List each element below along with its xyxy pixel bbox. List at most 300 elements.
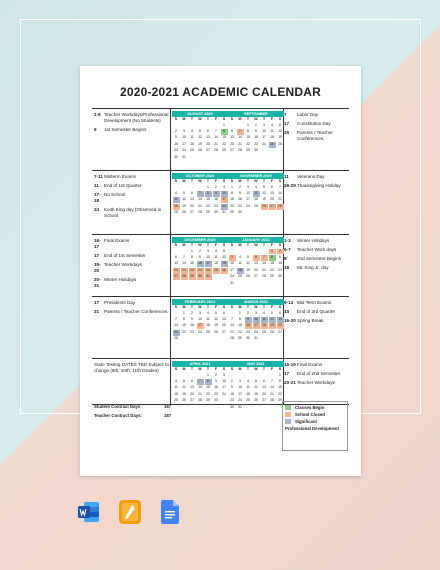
day-cell[interactable]: 10 bbox=[206, 254, 210, 259]
day-cell[interactable]: 9 bbox=[213, 191, 220, 197]
day-cell[interactable]: 23 bbox=[214, 203, 218, 208]
day-cell[interactable]: 13 bbox=[230, 135, 234, 140]
day-cell[interactable]: 17 bbox=[230, 267, 234, 272]
day-cell[interactable]: 19 bbox=[182, 391, 186, 396]
day-cell[interactable]: 2 bbox=[255, 122, 257, 127]
day-cell[interactable]: 6 bbox=[231, 128, 233, 133]
day-cell[interactable]: 12 bbox=[246, 261, 250, 266]
day-cell[interactable]: 14 bbox=[214, 135, 218, 140]
day-cell[interactable]: 20 bbox=[278, 323, 282, 328]
day-cell[interactable]: 28 bbox=[278, 203, 282, 208]
day-cell[interactable]: 12 bbox=[214, 316, 218, 321]
day-cell[interactable]: 13 bbox=[278, 316, 282, 321]
day-cell[interactable]: 14 bbox=[198, 197, 202, 202]
day-cell[interactable]: 20 bbox=[254, 267, 258, 272]
day-cell[interactable]: 11 bbox=[262, 316, 266, 321]
day-cell[interactable]: 12 bbox=[278, 128, 282, 133]
day-cell[interactable]: 6 bbox=[207, 128, 209, 133]
day-cell[interactable]: 30 bbox=[278, 274, 282, 279]
day-cell[interactable]: 29 bbox=[278, 398, 282, 403]
day-cell[interactable]: 26 bbox=[270, 329, 274, 334]
day-cell[interactable]: 18 bbox=[246, 391, 250, 396]
day-cell[interactable]: 20 bbox=[206, 141, 210, 146]
day-cell[interactable]: 23 bbox=[174, 148, 178, 153]
day-cell[interactable]: 9 bbox=[245, 317, 252, 323]
day-cell[interactable]: 28 bbox=[198, 398, 202, 403]
day-cell[interactable]: 17 bbox=[198, 323, 202, 328]
day-cell[interactable]: 9 bbox=[255, 128, 257, 133]
day-cell[interactable]: 3 bbox=[239, 378, 241, 383]
day-cell[interactable]: 24 bbox=[254, 329, 258, 334]
day-cell[interactable]: 20 bbox=[270, 197, 274, 202]
day-cell[interactable]: 14 bbox=[198, 385, 202, 390]
day-cell[interactable]: 4 bbox=[271, 122, 273, 127]
day-cell[interactable]: 1 bbox=[231, 184, 233, 189]
day-cell[interactable]: 20 bbox=[262, 391, 266, 396]
day-cell[interactable]: 23 bbox=[190, 329, 194, 334]
day-cell[interactable]: 8 bbox=[239, 316, 241, 321]
day-cell[interactable]: 25 bbox=[206, 329, 210, 334]
day-cell[interactable]: 22 bbox=[238, 329, 242, 334]
day-cell[interactable]: 2 bbox=[231, 378, 233, 383]
day-cell[interactable]: 8 bbox=[183, 316, 185, 321]
day-cell[interactable]: 5 bbox=[199, 128, 201, 133]
day-cell[interactable]: 12 bbox=[262, 190, 266, 195]
day-cell[interactable]: 4 bbox=[239, 254, 241, 259]
day-cell[interactable]: 9 bbox=[279, 254, 281, 259]
day-cell[interactable]: 19 bbox=[278, 135, 282, 140]
day-cell[interactable]: 23 bbox=[214, 391, 218, 396]
day-cell[interactable]: 1 bbox=[207, 184, 209, 189]
day-cell[interactable]: 19 bbox=[222, 261, 226, 266]
day-cell[interactable]: 22 bbox=[230, 203, 234, 208]
day-cell[interactable]: 13 bbox=[206, 135, 210, 140]
day-cell[interactable]: 26 bbox=[182, 398, 186, 403]
day-cell[interactable]: 26 bbox=[222, 267, 226, 272]
day-cell[interactable]: 15 bbox=[230, 197, 234, 202]
day-cell[interactable]: 7 bbox=[237, 129, 244, 135]
day-cell[interactable]: 28 bbox=[230, 336, 234, 341]
day-cell[interactable]: 13 bbox=[174, 261, 178, 266]
day-cell[interactable]: 11 bbox=[174, 197, 178, 202]
day-cell[interactable]: 24 bbox=[206, 267, 210, 272]
day-cell[interactable]: 5 bbox=[183, 190, 185, 195]
day-cell[interactable]: 24 bbox=[238, 398, 242, 403]
day-cell[interactable]: 11 bbox=[246, 385, 250, 390]
day-cell[interactable]: 10 bbox=[238, 385, 242, 390]
day-cell[interactable]: 25 bbox=[262, 329, 266, 334]
day-cell[interactable]: 21 bbox=[270, 391, 274, 396]
day-cell[interactable]: 31 bbox=[222, 210, 226, 215]
day-cell[interactable]: 28 bbox=[214, 148, 218, 153]
day-cell[interactable]: 13 bbox=[190, 385, 194, 390]
day-cell[interactable]: 9 bbox=[175, 135, 177, 140]
day-cell[interactable]: 5 bbox=[279, 122, 281, 127]
day-cell[interactable]: 28 bbox=[262, 274, 266, 279]
day-cell[interactable]: 24 bbox=[182, 148, 186, 153]
day-cell[interactable]: 22 bbox=[206, 391, 210, 396]
day-cell[interactable]: 5 bbox=[183, 378, 185, 383]
day-cell[interactable]: 9 bbox=[215, 378, 217, 383]
day-cell[interactable]: 22 bbox=[222, 141, 226, 146]
day-cell[interactable]: 27 bbox=[222, 329, 226, 334]
day-cell[interactable]: 4 bbox=[207, 310, 209, 315]
day-cell[interactable]: 23 bbox=[246, 329, 250, 334]
pages-icon[interactable] bbox=[119, 500, 139, 524]
day-cell[interactable]: 11 bbox=[270, 128, 274, 133]
day-cell[interactable]: 11 bbox=[174, 385, 178, 390]
day-cell[interactable]: 24 bbox=[222, 391, 226, 396]
day-cell[interactable]: 1 bbox=[247, 122, 249, 127]
day-cell[interactable]: 29 bbox=[238, 336, 242, 341]
day-cell[interactable]: 11 bbox=[190, 135, 194, 140]
day-cell[interactable]: 27 bbox=[190, 398, 194, 403]
day-cell[interactable]: 2 bbox=[175, 128, 177, 133]
day-cell[interactable]: 29 bbox=[206, 210, 210, 215]
day-cell[interactable]: 30 bbox=[254, 148, 258, 153]
day-cell[interactable]: 29 bbox=[190, 274, 194, 279]
day-cell[interactable]: 19 bbox=[254, 391, 258, 396]
day-cell[interactable]: 8 bbox=[279, 378, 281, 383]
day-cell[interactable]: 15 bbox=[278, 385, 282, 390]
day-cell[interactable]: 19 bbox=[262, 197, 266, 202]
day-cell[interactable]: 22 bbox=[246, 141, 250, 146]
day-cell[interactable]: 8 bbox=[247, 128, 249, 133]
day-cell[interactable]: 21 bbox=[262, 267, 266, 272]
day-cell[interactable]: 20 bbox=[190, 391, 194, 396]
day-cell[interactable]: 16 bbox=[278, 261, 282, 266]
day-cell[interactable]: 5 bbox=[255, 378, 257, 383]
day-cell[interactable]: 8 bbox=[191, 254, 193, 259]
day-cell[interactable]: 4 bbox=[175, 378, 177, 383]
day-cell[interactable]: 24 bbox=[198, 329, 202, 334]
day-cell[interactable]: 6 bbox=[191, 378, 193, 383]
day-cell[interactable]: 5 bbox=[215, 310, 217, 315]
day-cell[interactable]: 14 bbox=[262, 261, 266, 266]
day-cell[interactable]: 16 bbox=[254, 135, 258, 140]
day-cell[interactable]: 5 bbox=[271, 310, 273, 315]
day-cell[interactable]: 5 bbox=[263, 184, 265, 189]
word-icon[interactable] bbox=[77, 500, 97, 524]
day-cell[interactable]: 9 bbox=[199, 254, 201, 259]
day-cell[interactable]: 2 bbox=[277, 249, 284, 255]
day-cell[interactable]: 27 bbox=[270, 203, 274, 208]
day-cell[interactable]: 14 bbox=[238, 135, 242, 140]
day-cell[interactable]: 18 bbox=[238, 267, 242, 272]
day-cell[interactable]: 21 bbox=[214, 141, 218, 146]
day-cell[interactable]: 10 bbox=[230, 261, 234, 266]
day-cell[interactable]: 1 bbox=[183, 310, 185, 315]
day-cell[interactable]: 29 bbox=[230, 210, 234, 215]
day-cell[interactable]: 27 bbox=[278, 329, 282, 334]
day-cell[interactable]: 26 bbox=[182, 210, 186, 215]
day-cell[interactable]: 20 bbox=[174, 267, 178, 272]
day-cell[interactable]: 13 bbox=[254, 261, 258, 266]
day-cell[interactable]: 2 bbox=[239, 184, 241, 189]
day-cell[interactable]: 19 bbox=[182, 203, 186, 208]
day-cell[interactable]: 30 bbox=[238, 210, 242, 215]
day-cell[interactable]: 22 bbox=[278, 391, 282, 396]
day-cell[interactable]: 9 bbox=[239, 190, 241, 195]
day-cell[interactable]: 18 bbox=[254, 197, 258, 202]
day-cell[interactable]: 15 bbox=[246, 135, 250, 140]
day-cell[interactable]: 1 bbox=[239, 310, 241, 315]
day-cell[interactable]: 17 bbox=[246, 197, 250, 202]
day-cell[interactable]: 13 bbox=[190, 197, 194, 202]
day-cell[interactable]: 21 bbox=[278, 197, 282, 202]
day-cell[interactable]: 18 bbox=[174, 391, 178, 396]
day-cell[interactable]: 3 bbox=[199, 310, 201, 315]
day-cell[interactable]: 2 bbox=[199, 248, 201, 253]
day-cell[interactable]: 25 bbox=[174, 210, 178, 215]
day-cell[interactable]: 7 bbox=[271, 378, 273, 383]
day-cell[interactable]: 10 bbox=[262, 128, 266, 133]
day-cell[interactable]: 21 bbox=[182, 267, 186, 272]
day-cell[interactable]: 10 bbox=[198, 316, 202, 321]
day-cell[interactable]: 31 bbox=[238, 404, 242, 409]
day-cell[interactable]: 4 bbox=[215, 248, 217, 253]
day-cell[interactable]: 12 bbox=[182, 385, 186, 390]
day-cell[interactable]: 19 bbox=[214, 323, 218, 328]
day-cell[interactable]: 22 bbox=[206, 203, 210, 208]
day-cell[interactable]: 8 bbox=[205, 379, 212, 385]
day-cell[interactable]: 25 bbox=[254, 203, 258, 208]
day-cell[interactable]: 1 bbox=[191, 248, 193, 253]
day-cell[interactable]: 28 bbox=[238, 148, 242, 153]
day-cell[interactable]: 3 bbox=[247, 184, 249, 189]
day-cell[interactable]: 13 bbox=[222, 316, 226, 321]
day-cell[interactable]: 26 bbox=[198, 148, 202, 153]
day-cell[interactable]: 15 bbox=[270, 261, 274, 266]
day-cell[interactable]: 15 bbox=[190, 261, 194, 266]
day-cell[interactable]: 17 bbox=[238, 391, 242, 396]
day-cell[interactable]: 21 bbox=[198, 203, 202, 208]
day-cell[interactable]: 2 bbox=[215, 372, 217, 377]
day-cell[interactable]: 11 bbox=[214, 254, 218, 259]
day-cell[interactable]: 31 bbox=[206, 274, 210, 279]
day-cell[interactable]: 4 bbox=[255, 184, 257, 189]
day-cell[interactable]: 6 bbox=[271, 184, 273, 189]
day-cell[interactable]: 16 bbox=[238, 197, 242, 202]
day-cell[interactable]: 17 bbox=[222, 197, 226, 202]
day-cell[interactable]: 16 bbox=[190, 323, 194, 328]
day-cell[interactable]: 15 bbox=[238, 323, 242, 328]
day-cell[interactable]: 17 bbox=[254, 323, 258, 328]
day-cell[interactable]: 7 bbox=[231, 316, 233, 321]
day-cell[interactable]: 4 bbox=[191, 128, 193, 133]
day-cell[interactable]: 28 bbox=[174, 336, 178, 341]
day-cell[interactable]: 25 bbox=[214, 267, 218, 272]
day-cell[interactable]: 14 bbox=[174, 323, 178, 328]
day-cell[interactable]: 26 bbox=[214, 329, 218, 334]
day-cell[interactable]: 6 bbox=[263, 378, 265, 383]
day-cell[interactable]: 19 bbox=[270, 323, 274, 328]
day-cell[interactable]: 28 bbox=[182, 274, 186, 279]
day-cell[interactable]: 18 bbox=[262, 323, 266, 328]
day-cell[interactable]: 11 bbox=[238, 261, 242, 266]
day-cell[interactable]: 1 bbox=[223, 122, 225, 127]
day-cell[interactable]: 1 bbox=[207, 372, 209, 377]
day-cell[interactable]: 18 bbox=[174, 203, 178, 208]
day-cell[interactable]: 13 bbox=[262, 385, 266, 390]
day-cell[interactable]: 1 bbox=[269, 249, 276, 255]
day-cell[interactable]: 8 bbox=[231, 190, 233, 195]
day-cell[interactable]: 24 bbox=[222, 203, 226, 208]
day-cell[interactable]: 7 bbox=[175, 316, 177, 321]
day-cell[interactable]: 15 bbox=[222, 135, 226, 140]
day-cell[interactable]: 14 bbox=[182, 261, 186, 266]
day-cell[interactable]: 29 bbox=[246, 148, 250, 153]
day-cell[interactable]: 29 bbox=[222, 148, 226, 153]
day-cell[interactable]: 28 bbox=[270, 398, 274, 403]
day-cell[interactable]: 31 bbox=[182, 154, 186, 159]
day-cell[interactable]: 4 bbox=[247, 378, 249, 383]
day-cell[interactable]: 19 bbox=[198, 141, 202, 146]
day-cell[interactable]: 26 bbox=[246, 274, 250, 279]
day-cell[interactable]: 2 bbox=[191, 310, 193, 315]
google-docs-icon[interactable] bbox=[161, 500, 181, 524]
day-cell[interactable]: 22 bbox=[270, 267, 274, 272]
day-cell[interactable]: 24 bbox=[230, 274, 234, 279]
day-cell[interactable]: 16 bbox=[214, 197, 218, 202]
day-cell[interactable]: 10 bbox=[222, 378, 226, 383]
day-cell[interactable]: 23 bbox=[198, 267, 202, 272]
day-cell[interactable]: 25 bbox=[270, 141, 274, 146]
day-cell[interactable]: 27 bbox=[190, 210, 194, 215]
day-cell[interactable]: 29 bbox=[270, 274, 274, 279]
day-cell[interactable]: 3 bbox=[223, 372, 225, 377]
day-cell[interactable]: 6 bbox=[223, 310, 225, 315]
day-cell[interactable]: 22 bbox=[182, 329, 186, 334]
day-cell[interactable]: 5 bbox=[223, 248, 225, 253]
day-cell[interactable]: 30 bbox=[198, 274, 202, 279]
day-cell[interactable]: 12 bbox=[222, 254, 226, 259]
day-cell[interactable]: 30 bbox=[174, 154, 178, 159]
day-cell[interactable]: 9 bbox=[191, 316, 193, 321]
day-cell[interactable]: 18 bbox=[270, 135, 274, 140]
day-cell[interactable]: 7 bbox=[197, 191, 204, 197]
day-cell[interactable]: 2 bbox=[247, 310, 249, 315]
day-cell[interactable]: 14 bbox=[270, 385, 274, 390]
day-cell[interactable]: 24 bbox=[262, 141, 266, 146]
day-cell[interactable]: 25 bbox=[174, 398, 178, 403]
day-cell[interactable]: 8 bbox=[205, 191, 212, 197]
day-cell[interactable]: 20 bbox=[222, 323, 226, 328]
day-cell[interactable]: 31 bbox=[230, 280, 234, 285]
day-cell[interactable]: 23 bbox=[254, 141, 258, 146]
day-cell[interactable]: 16 bbox=[198, 261, 202, 266]
day-cell[interactable]: 16 bbox=[246, 323, 250, 328]
day-cell[interactable]: 16 bbox=[214, 385, 218, 390]
day-cell[interactable]: 6 bbox=[175, 254, 177, 259]
day-cell[interactable]: 26 bbox=[278, 141, 282, 146]
day-cell[interactable]: 18 bbox=[214, 261, 218, 266]
day-cell[interactable]: 17 bbox=[182, 141, 186, 146]
day-cell[interactable]: 10 bbox=[254, 316, 258, 321]
day-cell[interactable]: 7 bbox=[183, 254, 185, 259]
day-cell[interactable]: 8 bbox=[221, 129, 228, 135]
day-cell[interactable]: 10 bbox=[182, 135, 186, 140]
day-cell[interactable]: 29 bbox=[206, 398, 210, 403]
day-cell[interactable]: 21 bbox=[198, 391, 202, 396]
day-cell[interactable]: 3 bbox=[263, 122, 265, 127]
day-cell[interactable]: 6 bbox=[191, 190, 193, 195]
day-cell[interactable]: 11 bbox=[206, 316, 210, 321]
day-cell[interactable]: 7 bbox=[261, 255, 268, 261]
day-cell[interactable]: 16 bbox=[174, 141, 178, 146]
day-cell[interactable]: 17 bbox=[222, 385, 226, 390]
day-cell[interactable]: 18 bbox=[190, 141, 194, 146]
day-cell[interactable]: 26 bbox=[262, 203, 266, 208]
day-cell[interactable]: 2 bbox=[215, 184, 217, 189]
day-cell[interactable]: 25 bbox=[238, 274, 242, 279]
day-cell[interactable]: 30 bbox=[230, 404, 234, 409]
day-cell[interactable]: 9 bbox=[231, 385, 233, 390]
day-cell[interactable]: 8 bbox=[269, 255, 276, 261]
day-cell[interactable]: 17 bbox=[206, 261, 210, 266]
day-cell[interactable]: 12 bbox=[182, 197, 186, 202]
day-cell[interactable]: 23 bbox=[238, 203, 242, 208]
day-cell[interactable]: 4 bbox=[263, 310, 265, 315]
day-cell[interactable]: 7 bbox=[197, 379, 204, 385]
day-cell[interactable]: 23 bbox=[278, 267, 282, 272]
day-cell[interactable]: 15 bbox=[206, 197, 210, 202]
day-cell[interactable]: 30 bbox=[246, 336, 250, 341]
day-cell[interactable]: 27 bbox=[230, 148, 234, 153]
day-cell[interactable]: 15 bbox=[206, 385, 210, 390]
day-cell[interactable]: 25 bbox=[246, 398, 250, 403]
day-cell[interactable]: 1 bbox=[279, 372, 281, 377]
day-cell[interactable]: 30 bbox=[214, 398, 218, 403]
day-cell[interactable]: 3 bbox=[183, 128, 185, 133]
day-cell[interactable]: 21 bbox=[174, 329, 178, 334]
day-cell[interactable]: 5 bbox=[247, 254, 249, 259]
day-cell[interactable]: 10 bbox=[222, 190, 226, 195]
day-cell[interactable]: 16 bbox=[230, 391, 234, 396]
day-cell[interactable]: 27 bbox=[254, 274, 258, 279]
day-cell[interactable]: 26 bbox=[254, 398, 258, 403]
day-cell[interactable]: 14 bbox=[278, 190, 282, 195]
day-cell[interactable]: 18 bbox=[206, 323, 210, 328]
day-cell[interactable]: 27 bbox=[206, 148, 210, 153]
day-cell[interactable]: 20 bbox=[190, 203, 194, 208]
day-cell[interactable]: 20 bbox=[230, 141, 234, 146]
day-cell[interactable]: 17 bbox=[262, 135, 266, 140]
day-cell[interactable]: 11 bbox=[254, 190, 258, 195]
day-cell[interactable]: 21 bbox=[238, 141, 242, 146]
day-cell[interactable]: 27 bbox=[174, 274, 178, 279]
day-cell[interactable]: 3 bbox=[207, 248, 209, 253]
day-cell[interactable]: 4 bbox=[175, 190, 177, 195]
day-cell[interactable]: 10 bbox=[246, 190, 250, 195]
day-cell[interactable]: 12 bbox=[198, 135, 202, 140]
day-cell[interactable]: 14 bbox=[230, 323, 234, 328]
day-cell[interactable]: 28 bbox=[198, 210, 202, 215]
day-cell[interactable]: 3 bbox=[223, 184, 225, 189]
day-cell[interactable]: 27 bbox=[262, 398, 266, 403]
day-cell[interactable]: 25 bbox=[190, 148, 194, 153]
day-cell[interactable]: 3 bbox=[255, 310, 257, 315]
day-cell[interactable]: 13 bbox=[270, 190, 274, 195]
day-cell[interactable]: 30 bbox=[214, 210, 218, 215]
day-cell[interactable]: 7 bbox=[215, 128, 217, 133]
day-cell[interactable]: 6 bbox=[279, 310, 281, 315]
day-cell[interactable]: 21 bbox=[230, 329, 234, 334]
day-cell[interactable]: 7 bbox=[279, 184, 281, 189]
day-cell[interactable]: 6 bbox=[253, 255, 260, 261]
day-cell[interactable]: 23 bbox=[230, 398, 234, 403]
day-cell[interactable]: 3 bbox=[229, 255, 236, 261]
